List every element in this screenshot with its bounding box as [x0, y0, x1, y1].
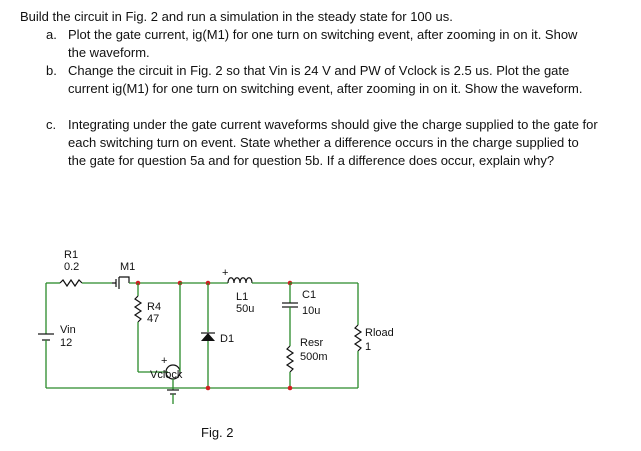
intro-text: Build the circuit in Fig. 2 and run a simulation in the steady state for 100 us.	[20, 9, 453, 24]
l1-value: 50u	[236, 303, 255, 315]
r1-name: R1	[64, 249, 79, 261]
r4-name: R4	[147, 301, 162, 313]
resr-value: 500m	[300, 351, 328, 363]
rload-value: 1	[365, 341, 372, 353]
resistor-rload	[355, 325, 361, 351]
vin-value: 12	[60, 337, 73, 349]
vin-name: Vin	[60, 324, 76, 336]
inductor-l1	[228, 278, 252, 283]
item-text: Change the circuit in Fig. 2 so that Vin is 24 V and PW of Vclock is 2.5 us. Plot the gate current ig(M1) for one turn on switching event, after zooming in on it. Show the waveform.	[68, 63, 583, 96]
figure-caption: Fig. 2	[201, 425, 234, 440]
item-text: Plot the gate current, ig(M1) for one turn on switching event, after zooming in on it. Show the waveform.	[68, 27, 578, 60]
r4-value: 47	[147, 313, 160, 325]
item-label: b.	[46, 63, 57, 78]
l1-name: L1	[236, 291, 249, 303]
vclock-plus: +	[161, 355, 168, 367]
d1-name: D1	[220, 333, 235, 345]
item-label: c.	[46, 117, 57, 132]
resr-name: Resr	[300, 337, 324, 349]
c1-name: C1	[302, 289, 317, 301]
vclock-name: Vclock	[150, 369, 183, 381]
item-label: a.	[46, 27, 57, 42]
rload-name: Rload	[365, 327, 394, 339]
resistor-resr	[287, 346, 293, 372]
diode-d1	[201, 333, 215, 341]
r1-value: 0.2	[64, 261, 80, 273]
node-dot	[206, 386, 211, 391]
node-dot	[288, 386, 293, 391]
resistor-r1	[60, 280, 82, 286]
mosfet-m1	[112, 277, 129, 289]
m1-name: M1	[120, 261, 136, 273]
l1-plus: +	[222, 267, 229, 279]
item-text: Integrating under the gate current waveforms should give the charge supplied to the gate for each switching turn on event. State whether a difference occurs in the charge supplied to the gate for question 5a and for question 5b. If a difference does occur, explain why?	[68, 117, 598, 168]
c1-value: 10u	[302, 305, 321, 317]
resistor-r4	[135, 296, 141, 322]
